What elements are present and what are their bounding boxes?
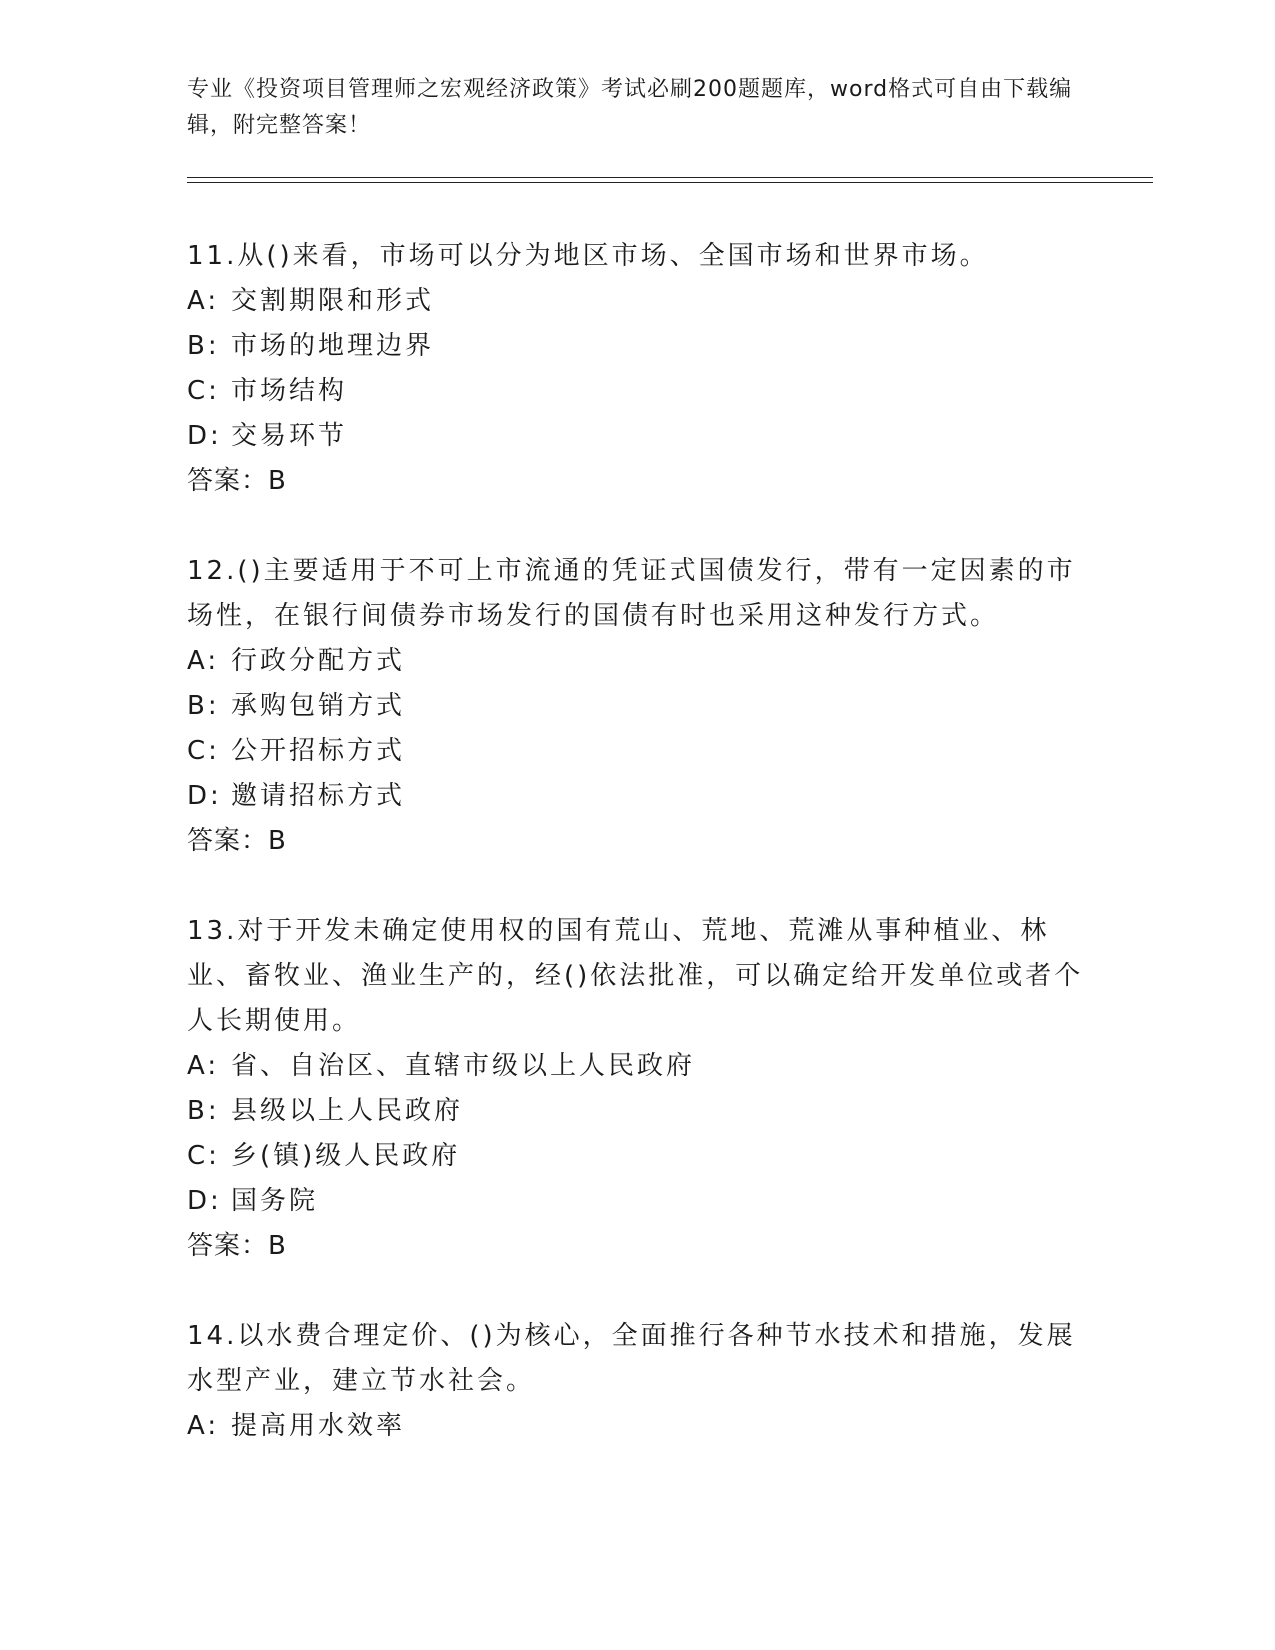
option-text: 交割期限和形式 (231, 286, 435, 316)
option-text: 国务院 (231, 1186, 319, 1216)
question-text: 14.以水费合理定价、()为核心，全面推行各种节水技术和措施，发展水型产业，建立节水社会。 (187, 1321, 1076, 1396)
option-letter: A: (187, 1411, 220, 1441)
header-divider-top (187, 177, 1153, 178)
header-title: 专业《投资项目管理师之宏观经济政策》考试必刷200题题库，word格式可自由下载编辑，附完整答案！ (187, 77, 1073, 138)
option-letter: C: (187, 376, 220, 406)
option-text: 邀请招标方式 (231, 781, 406, 811)
option-text: 公开招标方式 (231, 736, 406, 766)
question-12 (187, 549, 1087, 864)
option-c (187, 729, 1087, 774)
document-header (187, 72, 1087, 144)
option-d (187, 774, 1087, 819)
option-text: 市场结构 (231, 376, 348, 406)
question-text: 13.对于开发未确定使用权的国有荒山、荒地、荒滩从事种植业、林业、畜牧业、渔业生产的，经()依法批准，可以确定给开发单位或者个人长期使用。 (187, 916, 1084, 1036)
option-text: 县级以上人民政府 (231, 1096, 464, 1126)
option-a (187, 1044, 1087, 1089)
question-13 (187, 909, 1087, 1269)
option-letter: B: (187, 691, 220, 721)
option-letter: C: (187, 1141, 220, 1171)
option-text: 承购包销方式 (231, 691, 406, 721)
question-text: 11.从()来看，市场可以分为地区市场、全国市场和世界市场。 (187, 241, 989, 271)
option-letter: C: (187, 736, 220, 766)
option-letter: D: (187, 1186, 222, 1216)
option-a (187, 639, 1087, 684)
option-c (187, 1134, 1087, 1179)
answer-line: 答案：B (187, 466, 287, 496)
option-text: 省、自治区、直辖市级以上人民政府 (231, 1051, 696, 1081)
option-letter: D: (187, 421, 222, 451)
answer-line: 答案：B (187, 1231, 287, 1261)
option-text: 行政分配方式 (231, 646, 406, 676)
option-b (187, 684, 1087, 729)
option-a (187, 1404, 1087, 1449)
option-d (187, 1179, 1087, 1224)
option-letter: B: (187, 331, 220, 361)
option-a (187, 279, 1087, 324)
option-d (187, 414, 1087, 459)
option-b (187, 1089, 1087, 1134)
option-letter: B: (187, 1096, 220, 1126)
option-letter: D: (187, 781, 222, 811)
option-c (187, 369, 1087, 414)
option-b (187, 324, 1087, 369)
option-letter: A: (187, 286, 220, 316)
question-11 (187, 234, 1087, 504)
question-14 (187, 1314, 1087, 1449)
option-letter: A: (187, 1051, 220, 1081)
question-text: 12.()主要适用于不可上市流通的凭证式国债发行，带有一定因素的市场性，在银行间债券市场发行的国债有时也采用这种发行方式。 (187, 556, 1076, 631)
option-text: 提高用水效率 (231, 1411, 406, 1441)
option-text: 交易环节 (231, 421, 348, 451)
header-divider-bottom (187, 182, 1153, 183)
option-text: 乡(镇)级人民政府 (231, 1141, 461, 1171)
option-letter: A: (187, 646, 220, 676)
question-list (187, 234, 1087, 1494)
answer-line: 答案：B (187, 826, 287, 856)
option-text: 市场的地理边界 (231, 331, 435, 361)
